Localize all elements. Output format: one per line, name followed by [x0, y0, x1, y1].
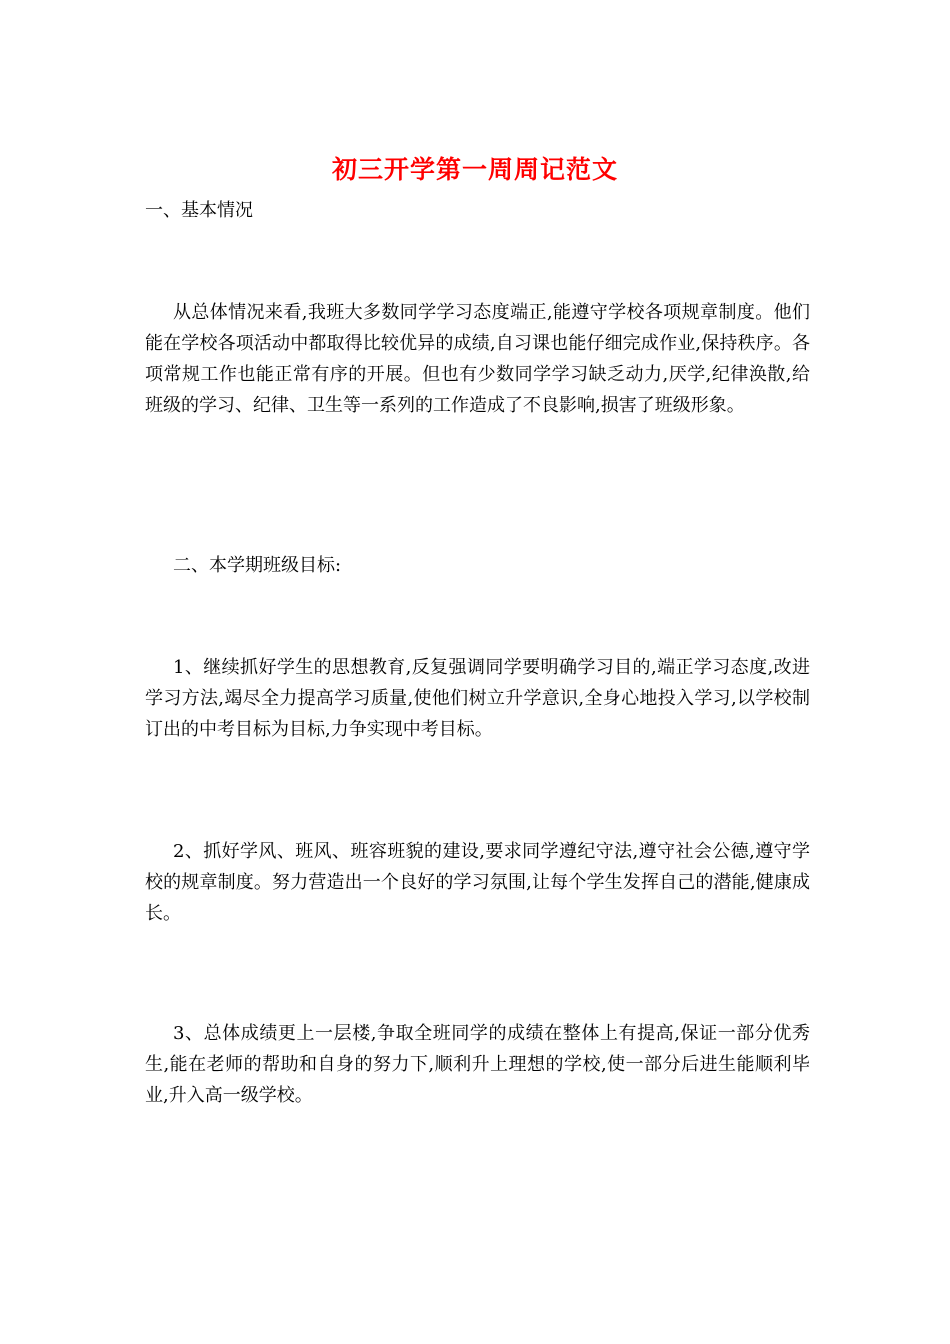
goal-item-1: 1、继续抓好学生的思想教育,反复强调同学要明确学习目的,端正学习态度,改进学习方法,竭尽全力提高学习质量,使他们树立升学意识,全身心地投入学习,以学校制订出的中考目标为目标,力争实现中考目标。 [145, 657, 810, 740]
document-title: 初三开学第一周周记范文 [331, 155, 618, 184]
section-heading-class-goals: 二、本学期班级目标: [173, 555, 342, 576]
goal-item-3: 3、总体成绩更上一层楼,争取全班同学的成绩在整体上有提高,保证一部分优秀生,能在老师的帮助和自身的努力下,顺利升上理想的学校,使一部分后进生能顺利毕业,升入高一级学校。 [145, 1023, 810, 1106]
paragraph-overview: 从总体情况来看,我班大多数同学学习态度端正,能遵守学校各项规章制度。他们能在学校各项活动中都取得比较优异的成绩,自习课也能仔细完成作业,保持秩序。各项常规工作也能正常有序的开展。但也有少数同学学习缺乏动力,厌学,纪律涣散,给班级的学习、纪律、卫生等一系列的工作造成了不良影响,损害了班级形象。 [145, 302, 810, 416]
section-heading-basic-situation: 一、基本情况 [145, 200, 253, 221]
goal-item-2: 2、抓好学风、班风、班容班貌的建设,要求同学遵纪守法,遵守社会公德,遵守学校的规章制度。努力营造出一个良好的学习氛围,让每个学生发挥自己的潜能,健康成长。 [145, 841, 810, 924]
